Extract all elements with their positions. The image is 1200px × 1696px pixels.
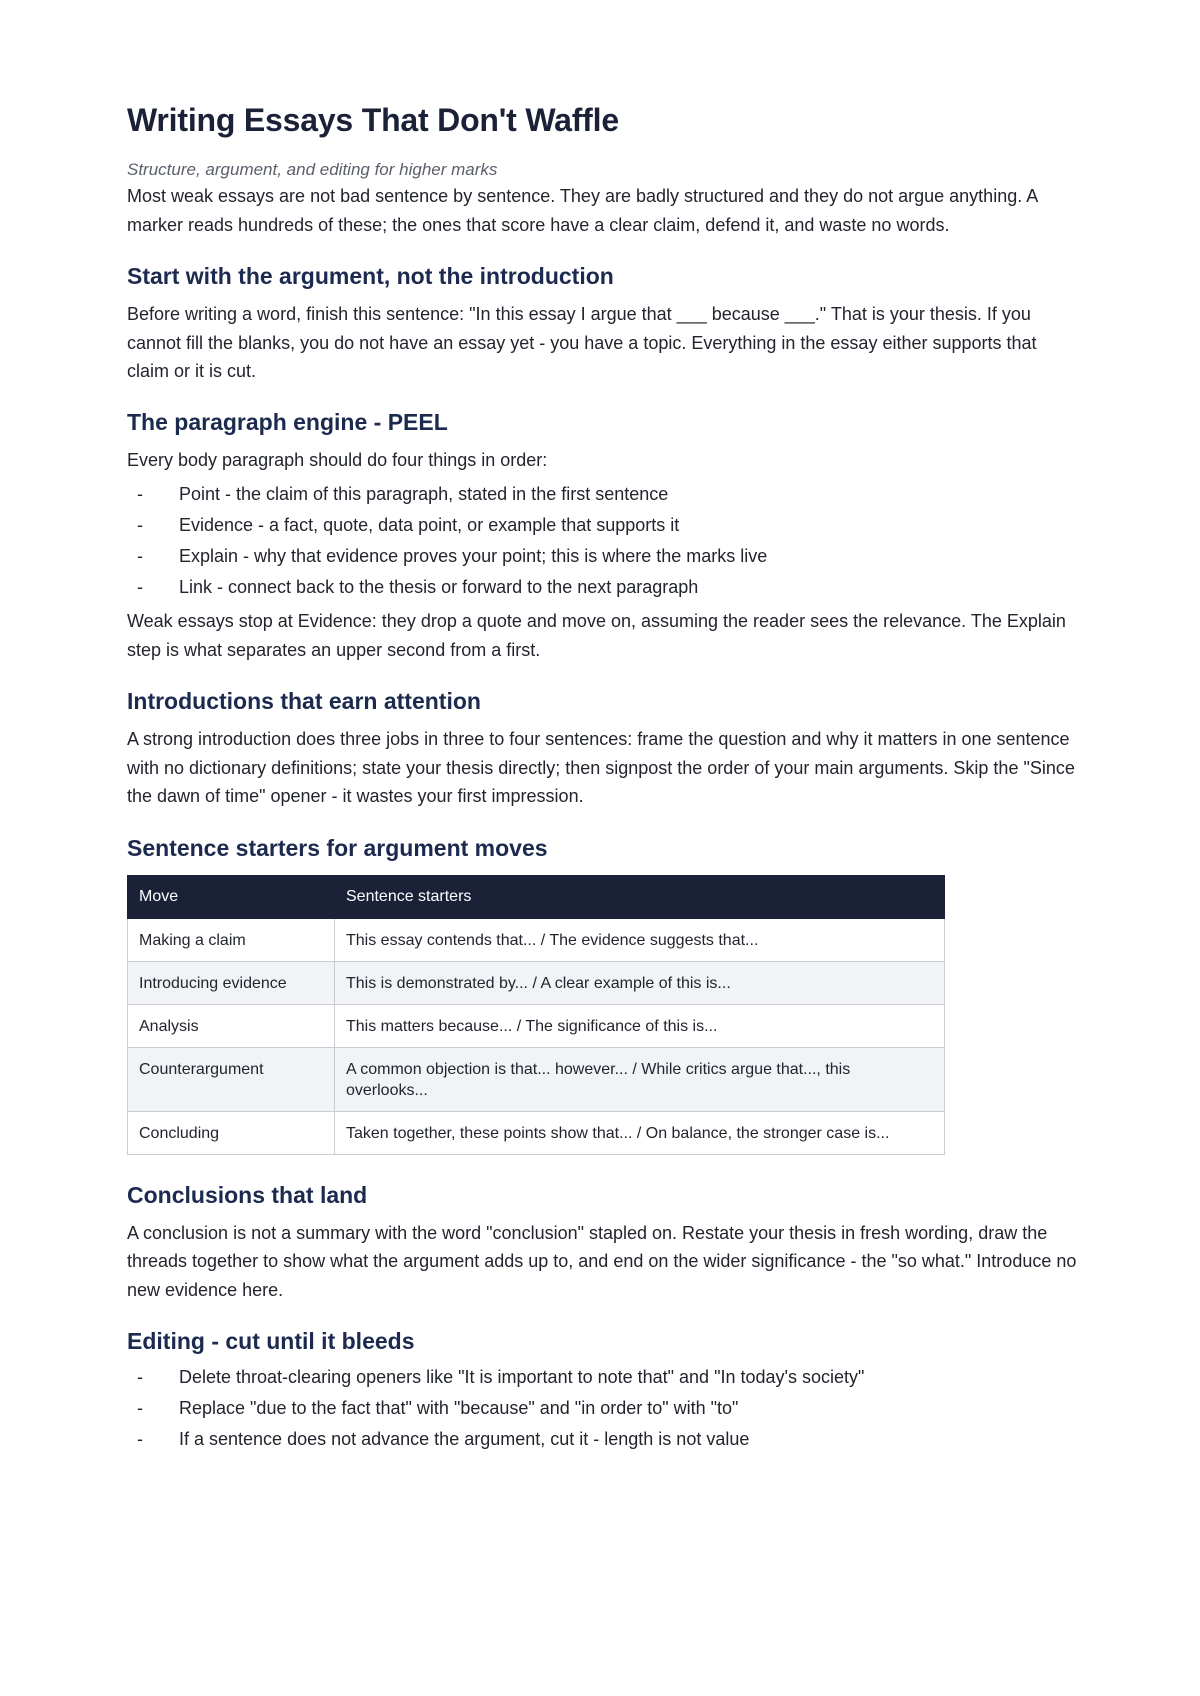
intro-paragraph: Most weak essays are not bad sentence by sentence. They are badly structured and they do not argue anything. A marker reads hundreds of these; the ones that score have a clear claim, defend it, and waste no words. <box>127 186 1038 235</box>
table-row <box>128 1004 945 1047</box>
list-item: - Delete throat-clearing openers like "It is important to note that" and "In today's society" <box>127 1362 1082 1393</box>
section-heading-peel: The paragraph engine - PEEL <box>127 408 448 435</box>
bullet-dash: - <box>137 546 143 566</box>
section-after-peel: Weak essays stop at Evidence: they drop a quote and move on, assuming the reader sees the relevance. The Explain step is what separates an upper second from a first. <box>127 611 1066 660</box>
section-body-conclusions: A conclusion is not a summary with the word "conclusion" stapled on. Restate your thesis in fresh wording, draw the threads together to show what the argument adds up to, and end on the wider significance - the "so what." Introduce no new evidence here. <box>127 1222 1077 1300</box>
column-header-starters: Sentence starters <box>335 875 945 918</box>
bullet-dash: - <box>137 1367 143 1387</box>
bullet-dash: - <box>137 484 143 504</box>
table-row <box>128 1111 945 1154</box>
list-item: - Link - connect back to the thesis or forward to the next paragraph <box>127 572 1082 603</box>
section-heading-introductions: Introductions that earn attention <box>127 688 481 714</box>
table-cell-starters: This matters because... / The significance of this is... <box>335 1004 945 1047</box>
table-cell-move: Analysis <box>128 1004 335 1047</box>
section-argument <box>127 261 1082 386</box>
table-cell-starters: This is demonstrated by... / A clear example of this is... <box>335 961 945 1004</box>
section-heading-conclusions: Conclusions that land <box>127 1181 368 1208</box>
section-conclusions <box>127 1180 1082 1305</box>
document-content <box>127 96 1082 1455</box>
section-body-introductions: A strong introduction does three jobs in three to four sentences: frame the question and why it matters in one sentence with no dictionary definitions; state your thesis directly; then signpost the order of your main arguments. Skip the "Since the dawn of time" opener - it wastes your first impression. <box>127 729 1075 806</box>
section-editing <box>127 1326 1082 1455</box>
section-heading-argument: Start with the argument, not the introduction <box>127 263 614 289</box>
sentence-starters-table <box>127 875 945 1155</box>
table-cell-starters: A common objection is that... however... / While critics argue that..., this overlooks... <box>335 1047 945 1111</box>
list-item: - Explain - why that evidence proves your point; this is where the marks live <box>127 541 1082 572</box>
section-peel <box>127 407 1082 665</box>
bullet-dash: - <box>137 1398 143 1418</box>
section-starters <box>127 833 1082 1155</box>
bullet-dash: - <box>137 515 143 535</box>
list-item: - Replace "due to the fact that" with "because" and "in order to" with "to" <box>127 1393 1082 1424</box>
table-cell-move: Introducing evidence <box>128 961 335 1004</box>
table-row <box>128 1047 945 1111</box>
list-item: - If a sentence does not advance the argument, cut it - length is not value <box>127 1424 1082 1455</box>
list-item: - Point - the claim of this paragraph, stated in the first sentence <box>127 479 1082 510</box>
page-subtitle: Structure, argument, and editing for higher marks <box>127 160 498 179</box>
bullet-dash: - <box>137 1429 143 1449</box>
table-cell-starters: Taken together, these points show that... / On balance, the stronger case is... <box>335 1111 945 1154</box>
section-lead-peel: Every body paragraph should do four things in order: <box>127 449 548 470</box>
table-cell-move: Concluding <box>128 1111 335 1154</box>
table-cell-starters: This essay contends that... / The evidence suggests that... <box>335 918 945 961</box>
list-item: - Evidence - a fact, quote, data point, or example that supports it <box>127 510 1082 541</box>
section-heading-editing: Editing - cut until it bleeds <box>127 1328 415 1354</box>
editing-list <box>127 1362 1082 1455</box>
section-heading-starters: Sentence starters for argument moves <box>127 834 548 861</box>
table-header-row <box>128 875 945 918</box>
page-title: Writing Essays That Don't Waffle <box>127 102 619 138</box>
peel-list <box>127 479 1082 603</box>
table-cell-move: Making a claim <box>128 918 335 961</box>
section-introductions <box>127 686 1082 811</box>
table-cell-move: Counterargument <box>128 1047 335 1111</box>
table-row <box>128 961 945 1004</box>
column-header-move: Move <box>128 875 335 918</box>
section-body-argument: Before writing a word, finish this sentence: "In this essay I argue that ___ because ___." That is your thesis. If you cannot fill the blanks, you do not have an essay yet - you have a topic. Everything in the essay either supports that claim or it is cut. <box>127 304 1037 381</box>
table-row <box>128 918 945 961</box>
bullet-dash: - <box>137 577 143 597</box>
